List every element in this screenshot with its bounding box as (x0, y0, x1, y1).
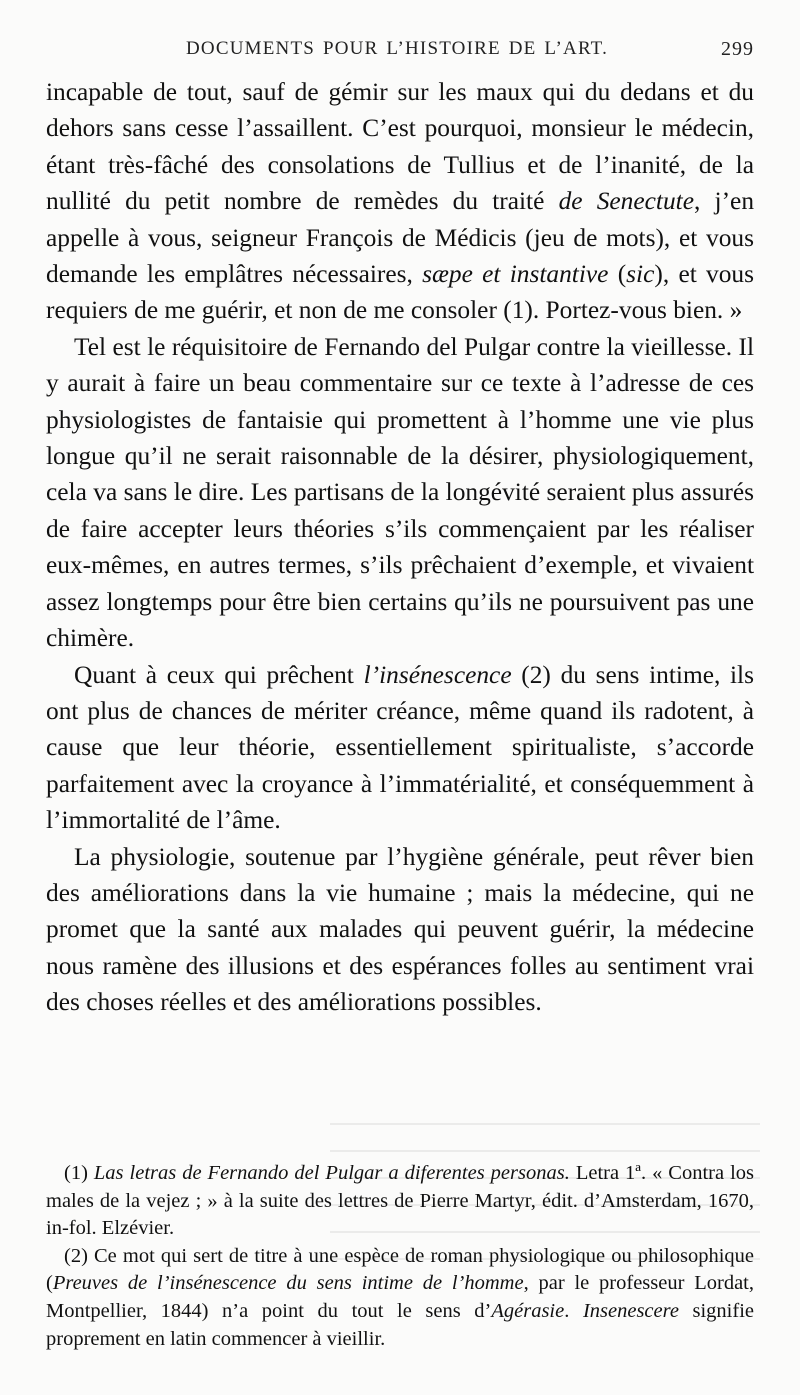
footnote-2: (2) Ce mot qui sert de titre à une espèce de roman physiologique ou philosophique (Preuves de l’insénescence du sens intime de l’homme, par le professeur Lordat, Montpellier, 1844) n’a point du tout le sens d’Agérasie. Insenescere signifie proprement en latin commencer à vieillir. (46, 1244, 754, 1350)
paragraph-3: Quant à ceux qui prêchent l’insénescence (2) du sens intime, ils ont plus de chances de mériter créance, même quand ils radotent, à cause que leur théorie, essentiellement spiritualiste, s’accorde parfaitement avec la croyance à l’immatérialité, et conséquemment à l’immortalité de l’âme. (46, 660, 754, 835)
page-number: 299 (721, 38, 754, 60)
main-text (46, 74, 754, 1021)
footnotes (46, 1160, 754, 1353)
paragraph-1: incapable de tout, sauf de gémir sur les maux qui du dedans et du dehors sans cesse l’assaillent. C’est pourquoi, monsieur le médecin, étant très-fâché des consolations de Tullius et de l’inanité, de la nullité du petit nombre de remèdes du traité de Senectute, j’en appelle à vous, seigneur François de Médicis (jeu de mots), et vous demande les emplâtres nécessaires, sæpe et instantive (sic), et vous requiers de me guérir, et non de me consoler (1). Portez-vous bien. » (46, 78, 755, 325)
footnote-1: (1) Las letras de Fernando del Pulgar a diferentes personas. Letra 1ª. « Contra los males de la vejez ; » à la suite des lettres de Pierre Martyr, édit. d’Amsterdam, 1670, in-fol. Elzévier. (46, 1162, 755, 1240)
paragraph-4: La physiologie, soutenue par l’hygiène générale, peut rêver bien des améliorations dans la vie humaine ; mais la médecine, qui ne promet que la santé aux malades qui peuvent guérir, la médecine nous ramène des illusions et des espérances folles au sentiment vrai des choses réelles et des améliorations possibles. (46, 842, 754, 1017)
paragraph-2: Tel est le réquisitoire de Fernando del Pulgar contre la vieillesse. Il y aurait à faire un beau commentaire sur ce texte à l’adresse de ces physiologistes de fantaisie qui promettent à l’homme une vie plus longue qu’il ne serait raisonnable de la désirer, physiologiquement, cela va sans le dire. Les partisans de la longévité seraient plus assurés de faire accepter leurs théories s’ils commençaient par les réaliser eux-mêmes, en autres termes, s’ils prêchaient d’exemple, et vivaient assez longtemps pour être bien certains qu’ils ne poursuivent pas une chimère. (46, 332, 754, 653)
page-header (0, 38, 800, 68)
running-title: DOCUMENTS POUR L’HISTOIRE DE L’ART. (186, 38, 609, 59)
